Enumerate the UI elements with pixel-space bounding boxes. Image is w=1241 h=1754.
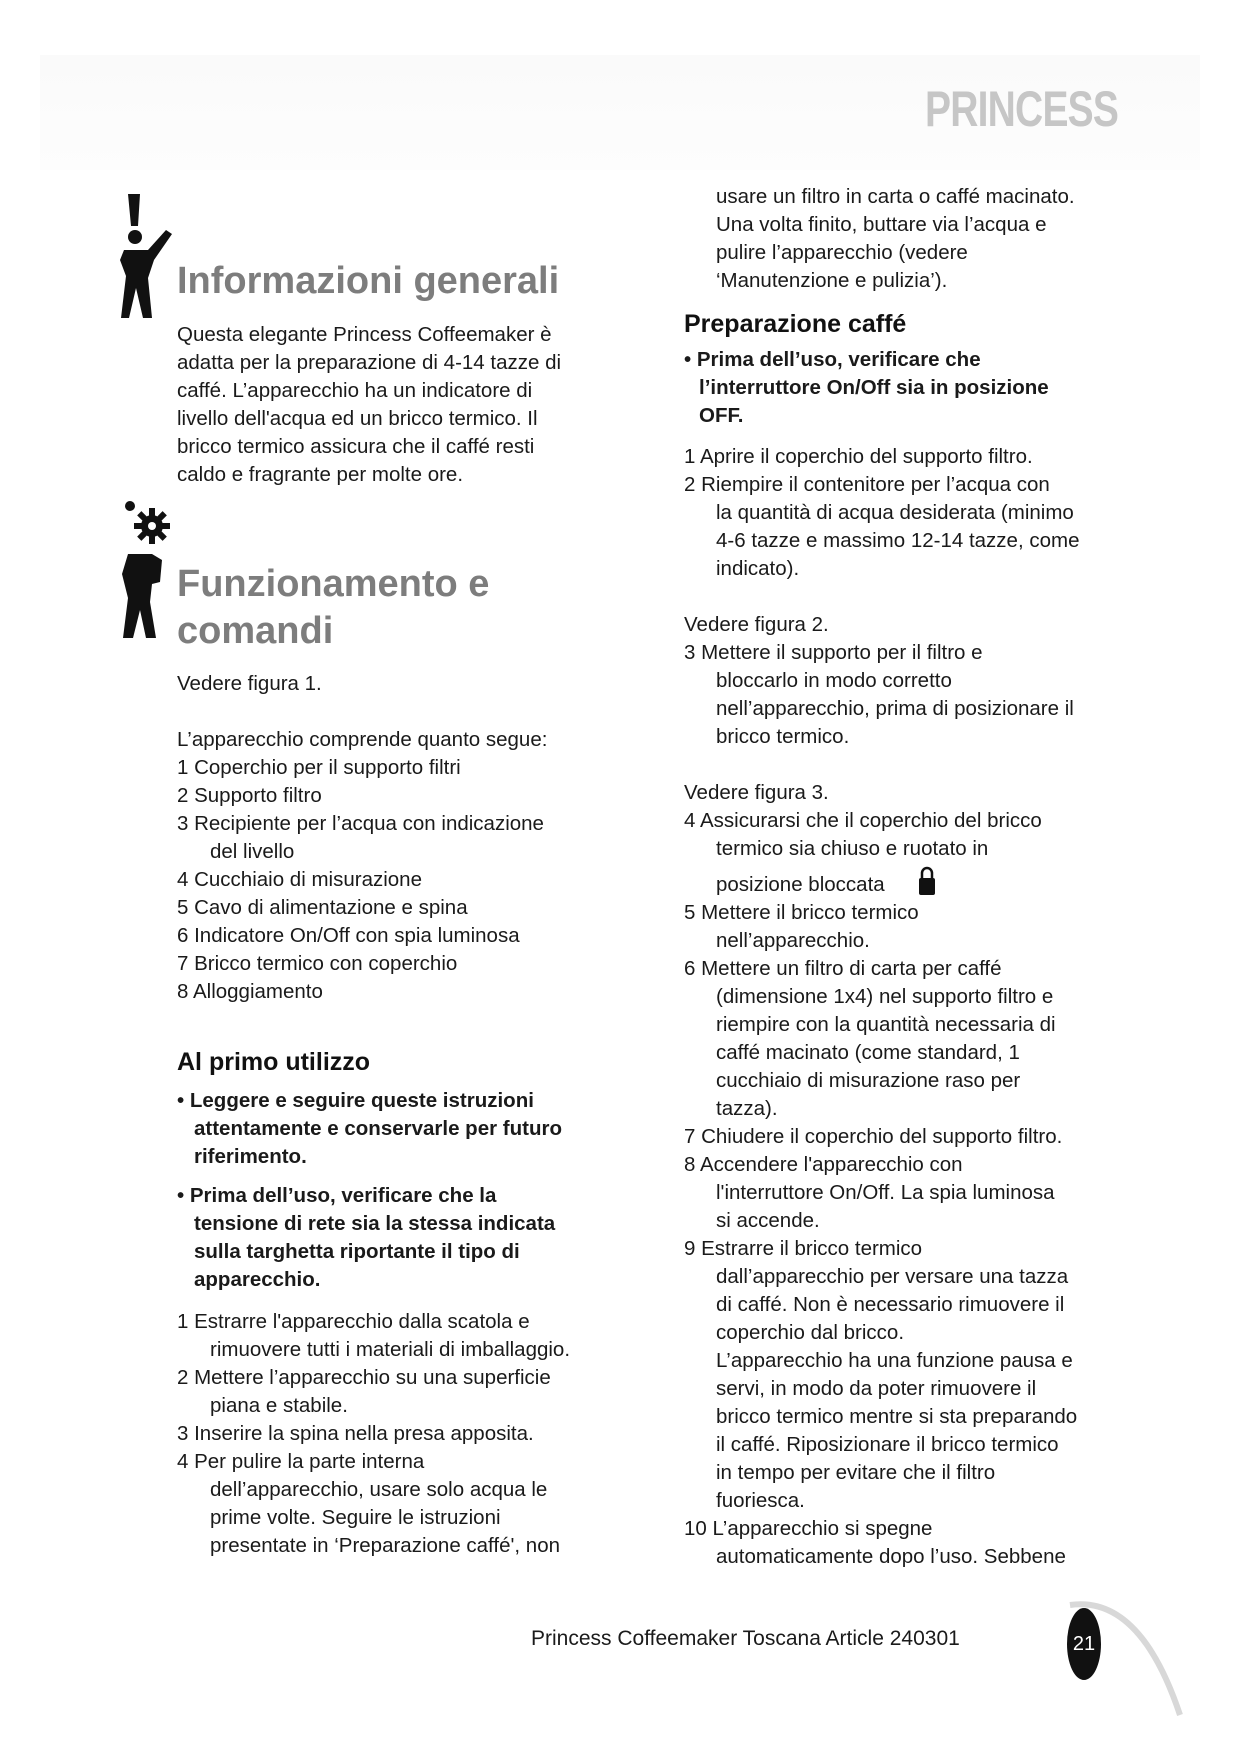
bullet-line: l’interruttore On/Off sia in posizione [699, 376, 1049, 399]
list-item: 4 Cucchiaio di misurazione [177, 868, 422, 891]
step-line: posizione bloccata [716, 873, 885, 896]
text-line: ‘Manutenzione e pulizia’). [716, 269, 948, 292]
step-line: bloccarlo in modo corretto [716, 669, 952, 692]
step-line: dall’apparecchio per versare una tazza [716, 1265, 1069, 1288]
step-line: la quantità di acqua desiderata (minimo [716, 501, 1074, 524]
step-line: il caffé. Riposizionare il bricco termico [716, 1433, 1059, 1456]
step-line: indicato). [716, 557, 800, 580]
step-line: di caffé. Non è necessario rimuovere il [716, 1293, 1065, 1316]
step-line: 9 Estrarre il bricco termico [684, 1237, 923, 1260]
step-line: cucchiaio di misurazione raso per [716, 1069, 1021, 1092]
step-line: riempire con la quantità necessaria di [716, 1013, 1056, 1036]
text-line: livello dell'acqua ed un bricco termico. Il [177, 407, 538, 430]
step-line: 1 Estrarre l'apparecchio dalla scatola e [177, 1310, 530, 1333]
step-line: automaticamente dopo l’uso. Sebbene [716, 1545, 1066, 1568]
footer-text: Princess Coffeemaker Toscana Article 240301 [531, 1627, 960, 1650]
exclamation-figure-icon [118, 190, 176, 320]
step-line: bricco termico. [716, 725, 850, 748]
step-line: presentate in ‘Preparazione caffé', non [210, 1534, 560, 1557]
step-line: 1 Aprire il coperchio del supporto filtro. [684, 445, 1033, 468]
text-line: Una volta finito, buttare via l’acqua e [716, 213, 1047, 236]
step-line: 4 Per pulire la parte interna [177, 1450, 425, 1473]
bullet-line: attentamente e conservarle per futuro [194, 1117, 562, 1140]
bullet-line: • Prima dell’uso, verificare che [684, 348, 981, 371]
text-line: adatta per la preparazione di 4-14 tazze di [177, 351, 562, 374]
step-line: 2 Mettere l’apparecchio su una superficie [177, 1366, 551, 1389]
text-line: bricco termico assicura che il caffé resti [177, 435, 535, 458]
step-line: l'interruttore On/Off. La spia luminosa [716, 1181, 1055, 1204]
list-item: 1 Coperchio per il supporto filtri [177, 756, 461, 779]
step-line: tazza). [716, 1097, 778, 1120]
section-title-operation-line1: Funzionamento e [177, 563, 490, 605]
step-line: 6 Mettere un filtro di carta per caffé [684, 957, 1002, 980]
bullet-line: riferimento. [194, 1145, 307, 1168]
step-line: dell’apparecchio, usare solo acqua le [210, 1478, 548, 1501]
step-line: prime volte. Seguire le istruzioni [210, 1506, 501, 1529]
section-title-preparation: Preparazione caffé [684, 310, 907, 338]
list-item: 8 Alloggiamento [177, 980, 323, 1003]
lock-icon [918, 866, 936, 896]
step-line: 7 Chiudere il coperchio del supporto filtro. [684, 1125, 1063, 1148]
step-line: 2 Riempire il contenitore per l’acqua con [684, 473, 1050, 496]
step-line: coperchio dal bricco. [716, 1321, 905, 1344]
step-line: 10 L’apparecchio si spegne [684, 1517, 933, 1540]
list-item: 3 Recipiente per l’acqua con indicazione [177, 812, 544, 835]
step-line: piana e stabile. [210, 1394, 348, 1417]
step-line: bricco termico mentre si sta preparando [716, 1405, 1078, 1428]
bullet-line: • Leggere e seguire queste istruzioni [177, 1089, 534, 1112]
step-line: termico sia chiuso e ruotato in [716, 837, 989, 860]
step-line: 5 Mettere il bricco termico [684, 901, 919, 924]
list-item-continuation: del livello [210, 840, 295, 863]
list-item: 6 Indicatore On/Off con spia luminosa [177, 924, 520, 947]
text-line: caffé. L’apparecchio ha un indicatore di [177, 379, 533, 402]
step-line: 4-6 tazze e massimo 12-14 tazze, come [716, 529, 1080, 552]
bullet-line: OFF. [699, 404, 744, 427]
princess-logo: PRINCESS [925, 81, 1119, 137]
step-line: in tempo per evitare che il filtro [716, 1461, 996, 1484]
page-number: 21 [1067, 1608, 1101, 1680]
bullet-line: apparecchio. [194, 1268, 321, 1291]
section-title-operation-line2: comandi [177, 610, 334, 652]
text-line: Questa elegante Princess Coffeemaker è [177, 323, 552, 346]
text-line: usare un filtro in carta o caffé macinato. [716, 185, 1075, 208]
step-line: 4 Assicurarsi che il coperchio del bricco [684, 809, 1042, 832]
parts-intro: L’apparecchio comprende quanto segue: [177, 728, 548, 751]
bullet-line: tensione di rete sia la stessa indicata [194, 1212, 556, 1235]
list-item: 2 Supporto filtro [177, 784, 322, 807]
text-line: pulire l’apparecchio (vedere [716, 241, 968, 264]
step-line: fuoriesca. [716, 1489, 805, 1512]
step-line: (dimensione 1x4) nel supporto filtro e [716, 985, 1054, 1008]
step-line: nell’apparecchio. [716, 929, 870, 952]
step-line: rimuovere tutti i materiali di imballaggio. [210, 1338, 571, 1361]
list-item: 7 Bricco termico con coperchio [177, 952, 458, 975]
step-line: si accende. [716, 1209, 820, 1232]
step-line: nell’apparecchio, prima di posizionare il [716, 697, 1074, 720]
list-item: 5 Cavo di alimentazione e spina [177, 896, 468, 919]
text-line: caldo e fragrante per molte ore. [177, 463, 464, 486]
step-line: caffé macinato (come standard, 1 [716, 1041, 1020, 1064]
see-figure-1: Vedere figura 1. [177, 672, 322, 695]
step-line: 8 Accendere l'apparecchio con [684, 1153, 963, 1176]
bullet-line: • Prima dell’uso, verificare che la [177, 1184, 497, 1207]
gear-figure-icon [118, 498, 180, 638]
see-figure-2: Vedere figura 2. [684, 613, 829, 636]
section-title-general-info: Informazioni generali [177, 260, 560, 302]
step-line: servi, in modo da poter rimuovere il [716, 1377, 1037, 1400]
section-title-first-use: Al primo utilizzo [177, 1048, 371, 1076]
bullet-line: sulla targhetta riportante il tipo di [194, 1240, 520, 1263]
see-figure-3: Vedere figura 3. [684, 781, 829, 804]
step-line: L’apparecchio ha una funzione pausa e [716, 1349, 1073, 1372]
step-line: 3 Mettere il supporto per il filtro e [684, 641, 983, 664]
step-line: 3 Inserire la spina nella presa apposita. [177, 1422, 534, 1445]
